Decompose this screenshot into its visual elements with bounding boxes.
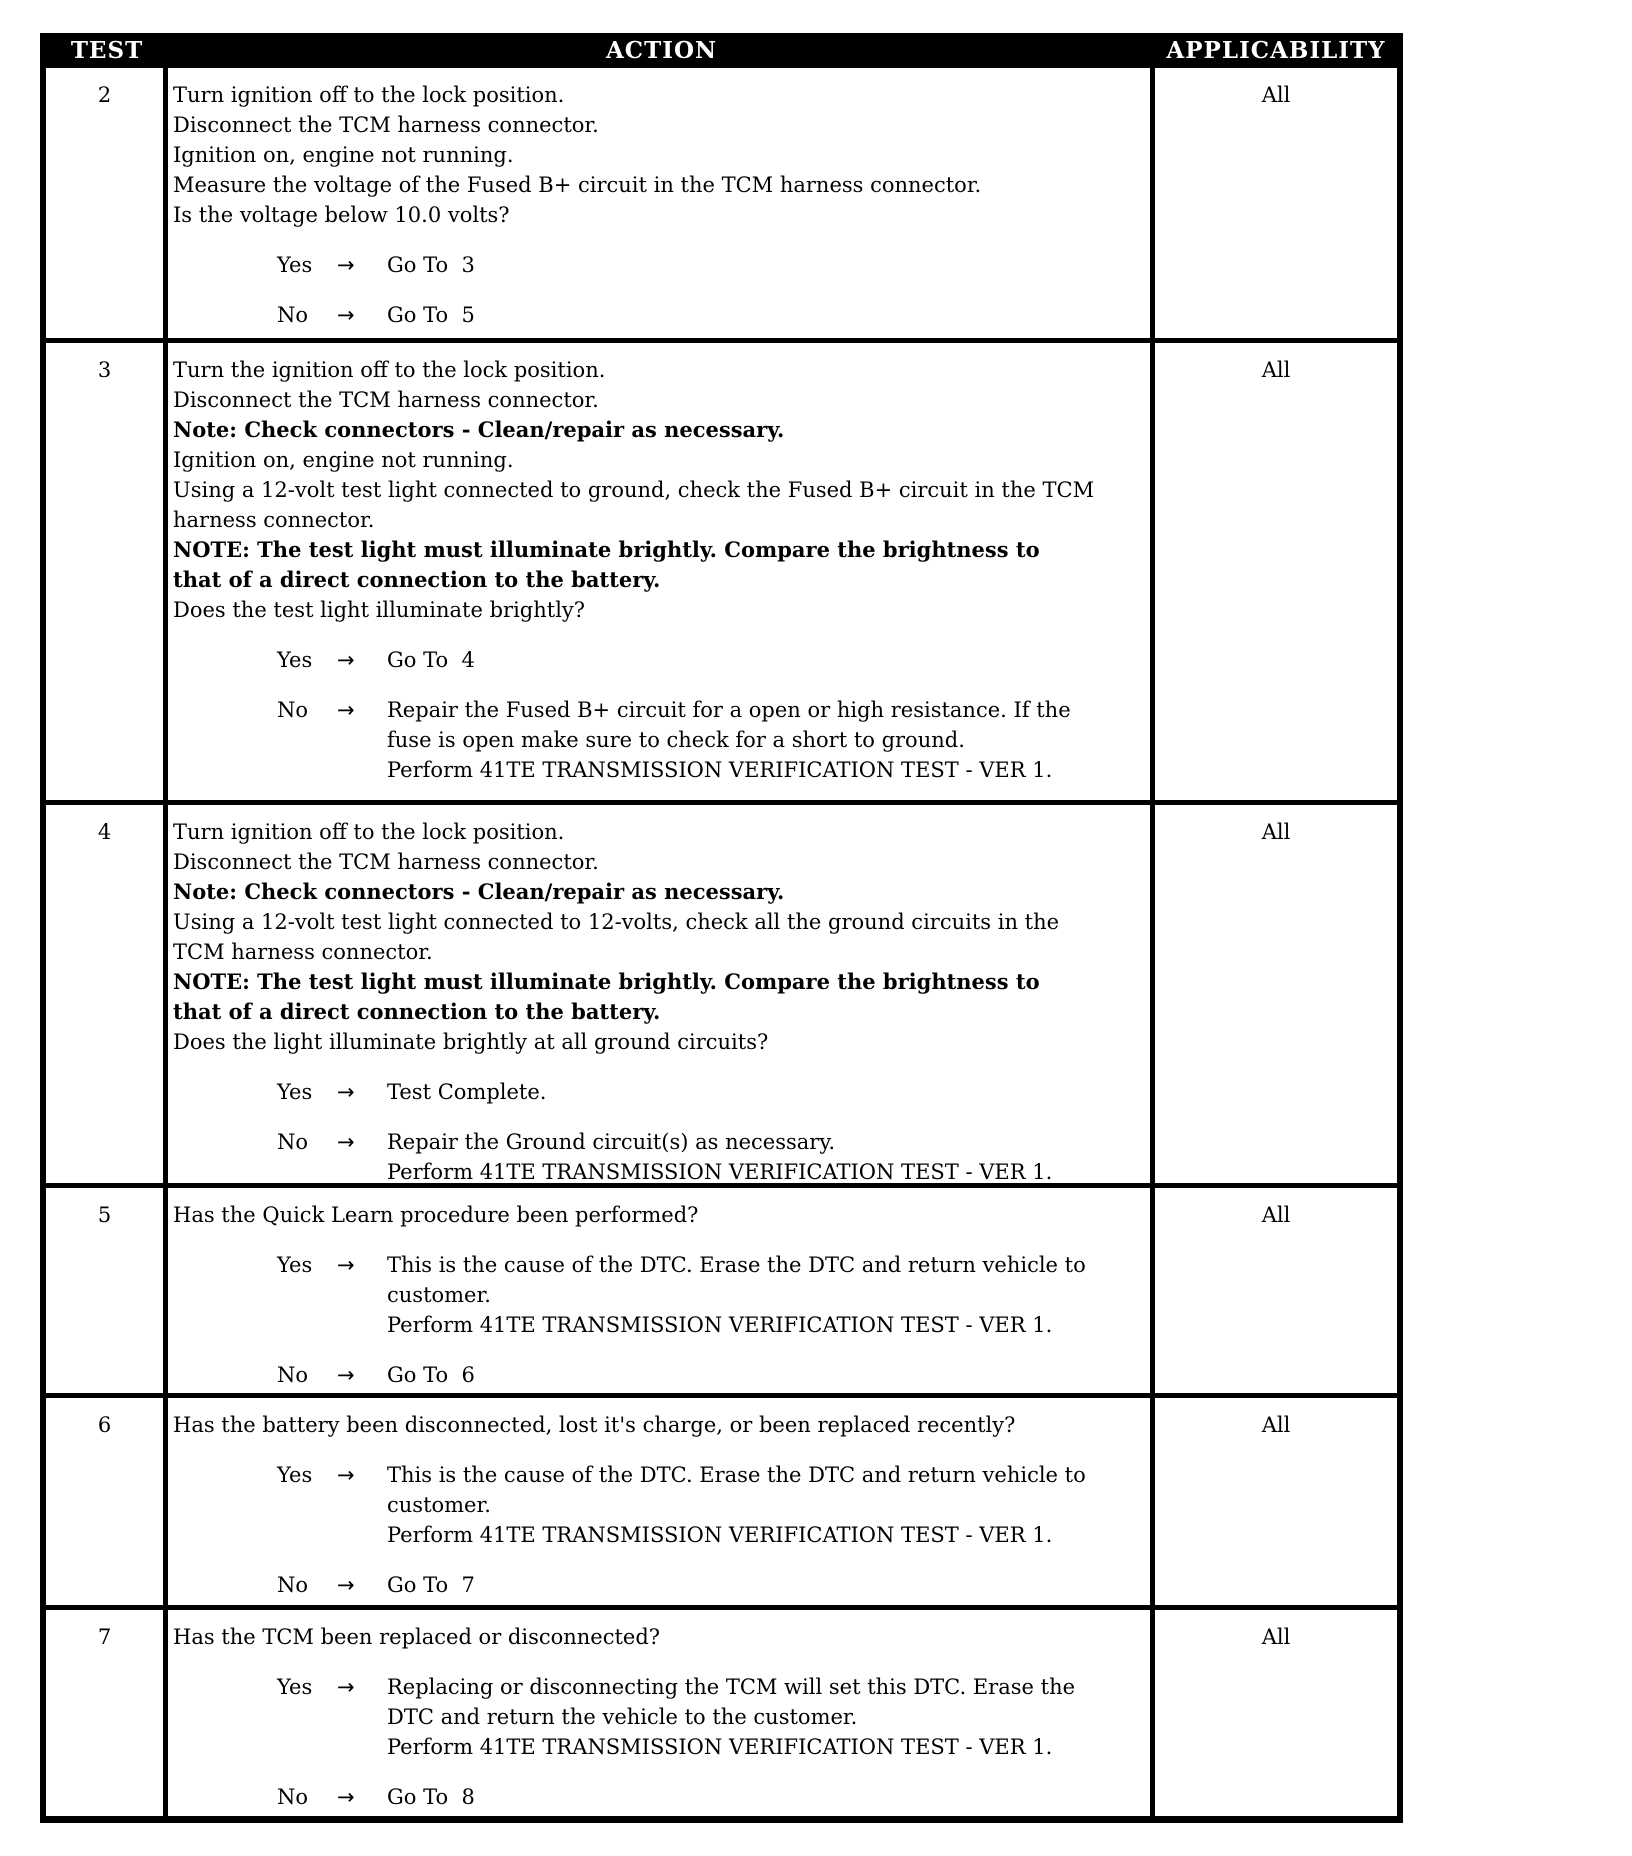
branch-result <box>387 1460 1144 1550</box>
action-text-line: Note: Check connectors - Clean/repair as necessary. <box>173 879 785 904</box>
action-text-line: Has the Quick Learn procedure been performed? <box>173 1203 699 1227</box>
branch-result <box>387 1250 1144 1340</box>
test-number: 7 <box>46 1610 168 1816</box>
branch-answer-label: Yes <box>277 1675 313 1699</box>
decision-branch <box>173 1672 1144 1762</box>
branch-result-line: DTC and return the vehicle to the customer. <box>387 1705 858 1729</box>
action-text-line: that of a direct connection to the battery. <box>173 567 661 592</box>
applicability-value: All <box>1261 358 1291 382</box>
col-header-test: TEST <box>70 37 144 64</box>
decision-branch <box>173 695 1144 785</box>
branch-result-line: Repair the Ground circuit(s) as necessary. <box>387 1130 836 1154</box>
action-text-line: Has the battery been disconnected, lost it's charge, or been replaced recently? <box>173 1413 1016 1437</box>
table-header-row <box>46 33 1397 68</box>
branch-result <box>387 645 1144 675</box>
table-row <box>46 343 1397 805</box>
branch-result <box>387 1077 1144 1107</box>
action-text-line: NOTE: The test light must illuminate brightly. Compare the brightness to <box>173 969 1040 994</box>
test-number: 2 <box>46 68 168 338</box>
arrow-right-icon: → <box>337 303 355 327</box>
col-header-applicability: APPLICABILITY <box>1166 37 1386 64</box>
action-text-line: Turn ignition off to the lock position. <box>173 83 565 107</box>
action-text-line: Disconnect the TCM harness connector. <box>173 850 599 874</box>
arrow-right-icon: → <box>337 253 355 277</box>
decision-branch <box>173 1782 1144 1812</box>
action-text-line: TCM harness connector. <box>173 940 433 964</box>
decision-branch <box>173 1127 1144 1187</box>
branch-result-line: Perform 41TE TRANSMISSION VERIFICATION TEST - VER 1. <box>387 1160 1053 1184</box>
branch-result-line: Perform 41TE TRANSMISSION VERIFICATION TEST - VER 1. <box>387 1735 1053 1759</box>
branch-result-line: fuse is open make sure to check for a short to ground. <box>387 728 965 752</box>
branch-answer-label: Yes <box>277 1463 313 1487</box>
branch-answer-label: No <box>277 698 309 722</box>
arrow-right-icon: → <box>337 1675 355 1699</box>
table-row <box>46 805 1397 1188</box>
branch-result-line: This is the cause of the DTC. Erase the DTC and return vehicle to <box>387 1463 1086 1487</box>
branch-result <box>387 1782 1144 1812</box>
action-text-line: Disconnect the TCM harness connector. <box>173 113 599 137</box>
action-text-line: Does the light illuminate brightly at all ground circuits? <box>173 1030 769 1054</box>
arrow-right-icon: → <box>337 648 355 672</box>
action-cell <box>168 68 1155 338</box>
branch-result-line: customer. <box>387 1493 491 1517</box>
arrow-right-icon: → <box>337 1080 355 1104</box>
branch-answer-label: No <box>277 303 309 327</box>
table-row <box>46 1610 1397 1816</box>
arrow-right-icon: → <box>337 1785 355 1809</box>
action-cell <box>168 1610 1155 1816</box>
branch-answer-label: No <box>277 1363 309 1387</box>
branch-result-line: Go To 4 <box>387 648 475 672</box>
applicability-value: All <box>1261 1625 1291 1649</box>
action-text-line: NOTE: The test light must illuminate brightly. Compare the brightness to <box>173 537 1040 562</box>
test-number: 4 <box>46 805 168 1183</box>
decision-branch <box>173 1360 1144 1390</box>
table-body <box>46 68 1397 1816</box>
branch-result-line: This is the cause of the DTC. Erase the DTC and return vehicle to <box>387 1253 1086 1277</box>
branch-answer-label: No <box>277 1130 309 1154</box>
table-row <box>46 68 1397 343</box>
decision-branch <box>173 300 1144 330</box>
decision-branch <box>173 250 1144 280</box>
action-cell <box>168 343 1155 800</box>
action-text-line: Disconnect the TCM harness connector. <box>173 388 599 412</box>
test-number: 5 <box>46 1188 168 1393</box>
test-number: 3 <box>46 343 168 800</box>
applicability-value: All <box>1261 1203 1291 1227</box>
action-text-line: Has the TCM been replaced or disconnected? <box>173 1625 661 1649</box>
table-row <box>46 1188 1397 1398</box>
col-header-action: ACTION <box>605 37 718 64</box>
test-number: 6 <box>46 1398 168 1605</box>
action-text-line: Is the voltage below 10.0 volts? <box>173 203 510 227</box>
branch-answer-label: Yes <box>277 648 313 672</box>
applicability-value: All <box>1261 1413 1291 1437</box>
branch-result-line: customer. <box>387 1283 491 1307</box>
branch-result-line: Go To 5 <box>387 303 475 327</box>
branch-answer-label: Yes <box>277 1080 313 1104</box>
branch-result <box>387 300 1144 330</box>
action-text-line: Does the test light illuminate brightly? <box>173 598 586 622</box>
branch-answer-label: Yes <box>277 253 313 277</box>
branch-answer-label: Yes <box>277 1253 313 1277</box>
arrow-right-icon: → <box>337 1130 355 1154</box>
decision-branch <box>173 1250 1144 1340</box>
arrow-right-icon: → <box>337 1363 355 1387</box>
branch-answer-label: No <box>277 1573 309 1597</box>
decision-branch <box>173 1077 1144 1107</box>
arrow-right-icon: → <box>337 1253 355 1277</box>
branch-result-line: Perform 41TE TRANSMISSION VERIFICATION TEST - VER 1. <box>387 1313 1053 1337</box>
arrow-right-icon: → <box>337 1463 355 1487</box>
table-row <box>46 1398 1397 1610</box>
branch-result <box>387 1360 1144 1390</box>
action-text-line: Ignition on, engine not running. <box>173 143 514 167</box>
branch-result-line: Repair the Fused B+ circuit for a open or high resistance. If the <box>387 698 1071 722</box>
action-cell <box>168 805 1155 1183</box>
decision-branch <box>173 1460 1144 1550</box>
arrow-right-icon: → <box>337 1573 355 1597</box>
branch-result-line: Test Complete. <box>387 1080 547 1104</box>
action-text-line: Turn ignition off to the lock position. <box>173 820 565 844</box>
action-text-line: Using a 12-volt test light connected to 12-volts, check all the ground circuits in the <box>173 910 1060 934</box>
action-text-line: Ignition on, engine not running. <box>173 448 514 472</box>
diagnostic-test-table <box>40 33 1403 1823</box>
action-cell <box>168 1188 1155 1393</box>
branch-result <box>387 695 1144 785</box>
branch-result-line: Go To 8 <box>387 1785 475 1809</box>
decision-branch <box>173 645 1144 675</box>
action-text-line: Using a 12-volt test light connected to ground, check the Fused B+ circuit in the TCM <box>173 478 1095 502</box>
branch-result-line: Perform 41TE TRANSMISSION VERIFICATION TEST - VER 1. <box>387 1523 1053 1547</box>
action-text-line: that of a direct connection to the battery. <box>173 999 661 1024</box>
branch-result-line: Go To 6 <box>387 1363 475 1387</box>
action-text-line: Measure the voltage of the Fused B+ circuit in the TCM harness connector. <box>173 173 982 197</box>
branch-result-line: Replacing or disconnecting the TCM will set this DTC. Erase the <box>387 1675 1076 1699</box>
branch-result <box>387 250 1144 280</box>
branch-result <box>387 1127 1144 1187</box>
action-text-line: Turn the ignition off to the lock position. <box>173 358 606 382</box>
arrow-right-icon: → <box>337 698 355 722</box>
branch-result-line: Go To 3 <box>387 253 475 277</box>
action-cell <box>168 1398 1155 1605</box>
branch-result-line: Go To 7 <box>387 1573 475 1597</box>
decision-branch <box>173 1570 1144 1600</box>
branch-result <box>387 1570 1144 1600</box>
branch-result-line: Perform 41TE TRANSMISSION VERIFICATION TEST - VER 1. <box>387 758 1053 782</box>
action-text-line: Note: Check connectors - Clean/repair as necessary. <box>173 417 785 442</box>
applicability-value: All <box>1261 83 1291 107</box>
branch-answer-label: No <box>277 1785 309 1809</box>
branch-result <box>387 1672 1144 1762</box>
applicability-value: All <box>1261 820 1291 844</box>
action-text-line: harness connector. <box>173 508 375 532</box>
